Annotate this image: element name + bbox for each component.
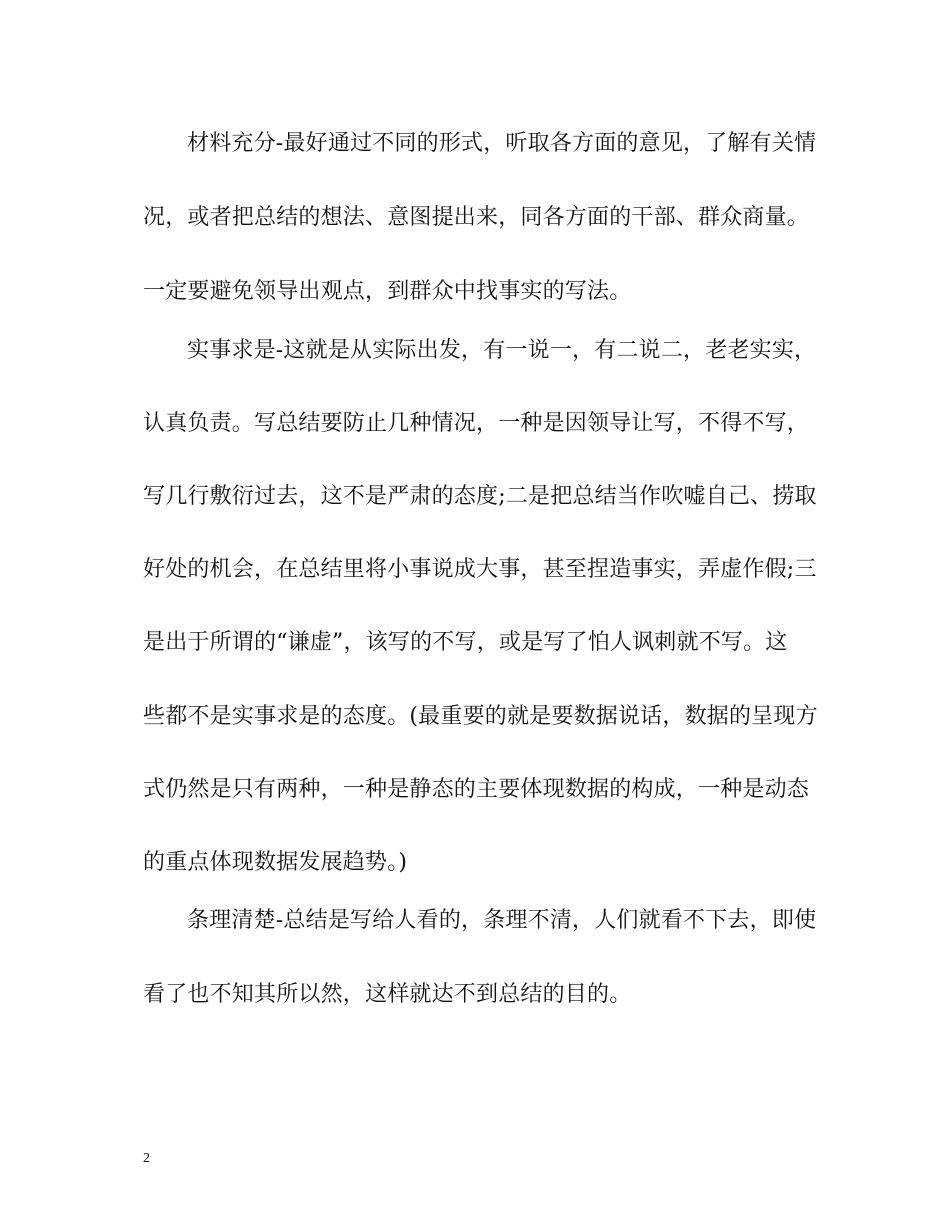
paragraph-2-line-7: 式仍然是只有两种，一种是静态的主要体现数据的构成，一种是动态 — [143, 777, 810, 802]
paragraph-3-line-1: 条理清楚-总结是写给人看的，条理不清，人们就看不下去，即使 — [187, 908, 817, 933]
paragraph-3-line-2: 看了也不知其所以然，这样就达不到总结的目的。 — [143, 982, 632, 1007]
paragraph-1-line-1: 材料充分-最好通过不同的形式，听取各方面的意见，了解有关情 — [187, 131, 817, 156]
paragraph-2-line-4: 好处的机会，在总结里将小事说成大事，甚至捏造事实，弄虚作假;三 — [143, 557, 817, 582]
paragraph-2-line-6: 些都不是实事求是的态度。(最重要的就是要数据说话，数据的呈现方 — [143, 704, 818, 729]
paragraph-2-line-2: 认真负责。写总结要防止几种情况，一种是因领导让写，不得不写， — [143, 411, 810, 436]
paragraph-2-line-3: 写几行敷衍过去，这不是严肃的态度;二是把总结当作吹嘘自己、捞取 — [143, 484, 817, 509]
paragraph-2-line-1: 实事求是-这就是从实际出发，有一说一，有二说二，老老实实， — [187, 338, 817, 363]
paragraph-2-line-5: 是出于所谓的“谦虚”，该写的不写，或是写了怕人讽刺就不写。这 — [143, 630, 788, 655]
paragraph-1-line-3: 一定要避免领导出观点，到群众中找事实的写法。 — [143, 279, 632, 304]
paragraph-2-line-8: 的重点体现数据发展趋势。) — [143, 850, 408, 875]
paragraph-1-line-2: 况，或者把总结的想法、意图提出来，同各方面的干部、群众商量。 — [143, 205, 810, 230]
page-number: 2 — [143, 1151, 150, 1166]
